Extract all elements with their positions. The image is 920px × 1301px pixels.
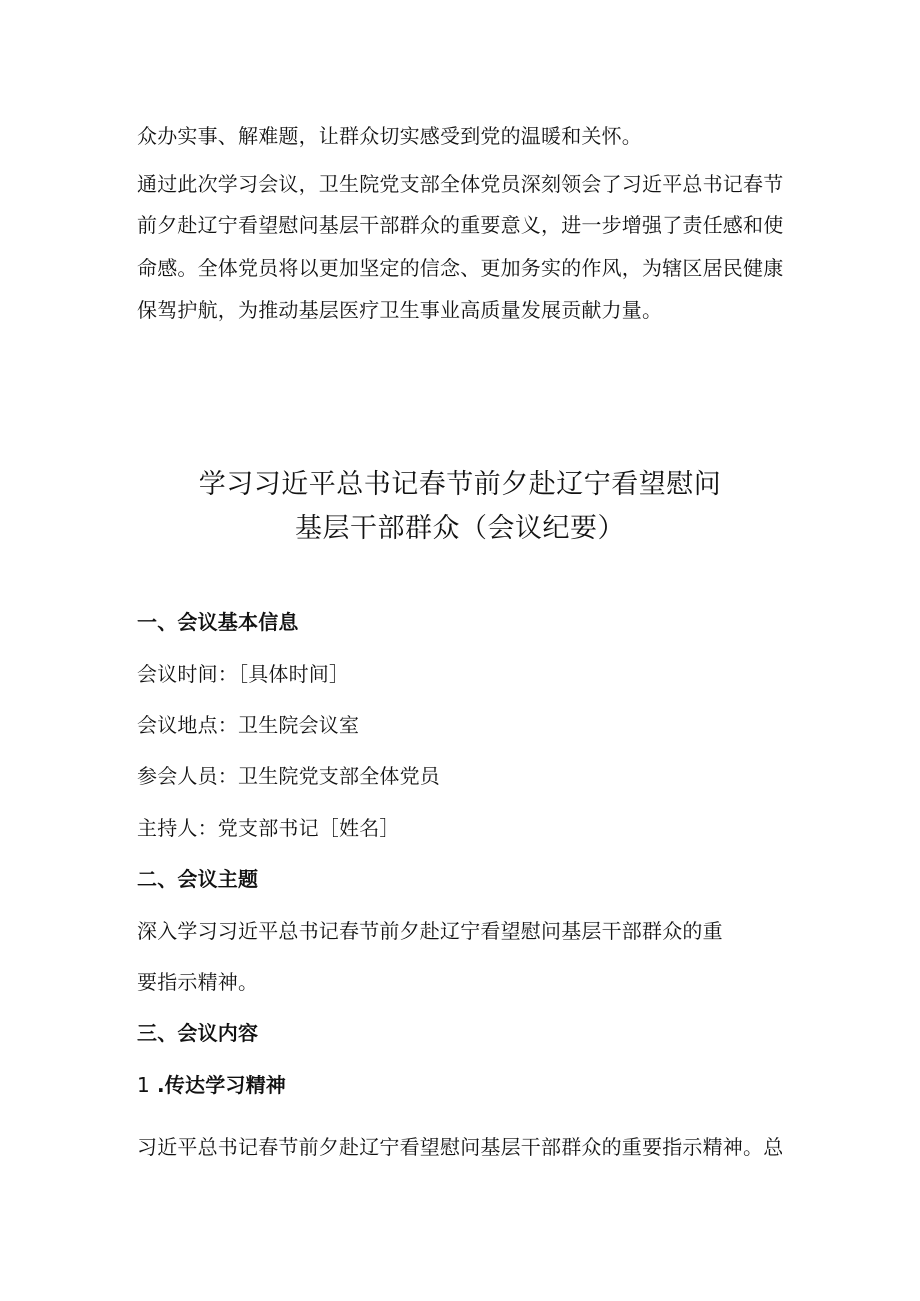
subsection-heading-1	[137, 1071, 286, 1099]
subsection-label: .传达学习精神	[157, 1073, 286, 1097]
section-heading-theme: 二、会议主题	[137, 867, 259, 891]
content-line-1: 习近平总书记春节前夕赴辽宁看望慰问基层干部群众的重要指示精神。总	[137, 1135, 784, 1159]
intro-line-4: 命感。全体党员将以更加坚定的信念、更加务实的作风，为辖区居民健康	[137, 256, 784, 280]
subsection-number: 1	[137, 1073, 150, 1097]
section-heading-basic-info: 一、会议基本信息	[137, 610, 299, 634]
intro-line-5: 保驾护航，为推动基层医疗卫生事业高质量发展贡献力量。	[137, 298, 663, 322]
intro-line-2: 通过此次学习会议，卫生院党支部全体党员深刻领会了习近平总书记春节	[137, 172, 784, 196]
theme-line-2: 要指示精神。	[137, 970, 259, 994]
document-title-line-2: 基层干部群众（会议纪要）	[295, 513, 625, 544]
meeting-location: 会议地点：卫生院会议室	[137, 713, 360, 737]
meeting-host: 主持人：党支部书记［姓名］	[137, 816, 400, 840]
theme-line-1: 深入学习习近平总书记春节前夕赴辽宁看望慰问基层干部群众的重	[137, 919, 723, 943]
document-title-line-1: 学习习近平总书记春节前夕赴辽宁看望慰问	[198, 469, 722, 500]
intro-line-3: 前夕赴辽宁看望慰问基层干部群众的重要意义，进一步增强了责任感和使	[137, 213, 784, 237]
meeting-time: 会议时间：［具体时间］	[137, 662, 350, 686]
section-heading-content: 三、会议内容	[137, 1021, 259, 1045]
intro-line-1: 众办实事、解难题，让群众切实感受到党的温暖和关怀。	[137, 124, 642, 148]
meeting-attendees: 参会人员：卫生院党支部全体党员	[137, 764, 440, 788]
